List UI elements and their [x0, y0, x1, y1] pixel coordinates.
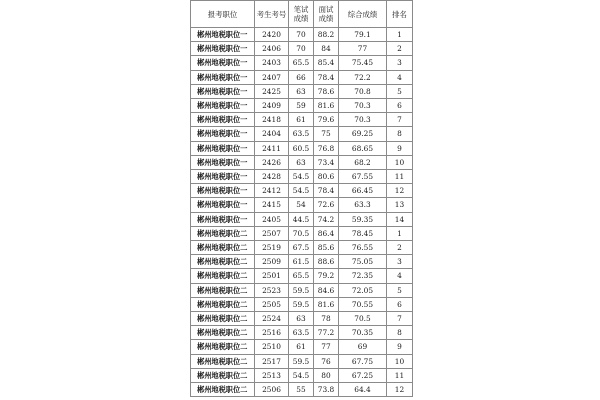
cell-interview-score: 73.8 — [314, 383, 339, 397]
cell-position: 郴州地税职位一 — [191, 56, 255, 70]
cell-total-score: 75.45 — [339, 56, 387, 70]
cell-rank: 13 — [387, 198, 413, 212]
cell-total-score: 59.35 — [339, 212, 387, 226]
cell-written-score: 65.5 — [289, 56, 314, 70]
cell-written-score: 54.5 — [289, 170, 314, 184]
cell-rank: 14 — [387, 212, 413, 226]
cell-exam-id: 2415 — [255, 198, 289, 212]
cell-position: 郴州地税职位二 — [191, 241, 255, 255]
cell-written-score: 67.5 — [289, 241, 314, 255]
table-row — [191, 155, 413, 169]
table-row — [191, 241, 413, 255]
table-row — [191, 198, 413, 212]
header-exam-id: 考生考号 — [255, 1, 289, 28]
cell-total-score: 78.45 — [339, 226, 387, 240]
cell-interview-score: 84.6 — [314, 283, 339, 297]
cell-position: 郴州地税职位一 — [191, 70, 255, 84]
cell-exam-id: 2516 — [255, 326, 289, 340]
cell-written-score: 59 — [289, 99, 314, 113]
cell-total-score: 70.5 — [339, 312, 387, 326]
table-row — [191, 297, 413, 311]
table-row — [191, 99, 413, 113]
cell-exam-id: 2501 — [255, 269, 289, 283]
cell-position: 郴州地税职位一 — [191, 155, 255, 169]
cell-exam-id: 2420 — [255, 28, 289, 42]
cell-total-score: 66.45 — [339, 184, 387, 198]
cell-total-score: 69 — [339, 340, 387, 354]
cell-interview-score: 78 — [314, 312, 339, 326]
cell-interview-score: 86.4 — [314, 226, 339, 240]
cell-rank: 3 — [387, 255, 413, 269]
cell-interview-score: 85.4 — [314, 56, 339, 70]
cell-position: 郴州地税职位一 — [191, 42, 255, 56]
cell-total-score: 70.3 — [339, 99, 387, 113]
cell-written-score: 63 — [289, 155, 314, 169]
cell-position: 郴州地税职位一 — [191, 170, 255, 184]
cell-exam-id: 2505 — [255, 297, 289, 311]
cell-interview-score: 76.8 — [314, 141, 339, 155]
cell-rank: 9 — [387, 340, 413, 354]
cell-written-score: 59.5 — [289, 354, 314, 368]
cell-rank: 3 — [387, 56, 413, 70]
cell-total-score: 76.55 — [339, 241, 387, 255]
header-interview-score: 面试 成绩 — [314, 1, 339, 28]
cell-rank: 10 — [387, 155, 413, 169]
cell-exam-id: 2509 — [255, 255, 289, 269]
cell-position: 郴州地税职位一 — [191, 84, 255, 98]
cell-position: 郴州地税职位一 — [191, 127, 255, 141]
cell-written-score: 54 — [289, 198, 314, 212]
table-row — [191, 113, 413, 127]
cell-exam-id: 2409 — [255, 99, 289, 113]
table-row — [191, 28, 413, 42]
table-row — [191, 269, 413, 283]
cell-position: 郴州地税职位二 — [191, 340, 255, 354]
cell-written-score: 63.5 — [289, 127, 314, 141]
header-total-score: 综合成绩 — [339, 1, 387, 28]
cell-written-score: 61 — [289, 340, 314, 354]
cell-exam-id: 2506 — [255, 383, 289, 397]
cell-interview-score: 88.2 — [314, 28, 339, 42]
cell-position: 郴州地税职位一 — [191, 141, 255, 155]
cell-interview-score: 80.6 — [314, 170, 339, 184]
cell-position: 郴州地税职位二 — [191, 312, 255, 326]
table-row — [191, 212, 413, 226]
cell-position: 郴州地税职位二 — [191, 283, 255, 297]
cell-interview-score: 79.2 — [314, 269, 339, 283]
cell-interview-score: 72.6 — [314, 198, 339, 212]
cell-exam-id: 2404 — [255, 127, 289, 141]
cell-rank: 8 — [387, 127, 413, 141]
cell-total-score: 77 — [339, 42, 387, 56]
cell-total-score: 67.55 — [339, 170, 387, 184]
table-row — [191, 84, 413, 98]
cell-interview-score: 88.6 — [314, 255, 339, 269]
table-body — [191, 28, 413, 397]
table-row — [191, 170, 413, 184]
cell-written-score: 59.5 — [289, 297, 314, 311]
cell-interview-score: 74.2 — [314, 212, 339, 226]
cell-total-score: 68.65 — [339, 141, 387, 155]
cell-exam-id: 2406 — [255, 42, 289, 56]
table-row — [191, 56, 413, 70]
header-rank: 排名 — [387, 1, 413, 28]
cell-rank: 4 — [387, 70, 413, 84]
cell-written-score: 60.5 — [289, 141, 314, 155]
cell-interview-score: 80 — [314, 368, 339, 382]
cell-exam-id: 2418 — [255, 113, 289, 127]
cell-rank: 7 — [387, 312, 413, 326]
cell-written-score: 55 — [289, 383, 314, 397]
cell-exam-id: 2407 — [255, 70, 289, 84]
cell-exam-id: 2425 — [255, 84, 289, 98]
cell-position: 郴州地税职位一 — [191, 99, 255, 113]
cell-total-score: 70.55 — [339, 297, 387, 311]
cell-rank: 1 — [387, 28, 413, 42]
cell-exam-id: 2513 — [255, 368, 289, 382]
cell-rank: 5 — [387, 283, 413, 297]
cell-written-score: 44.5 — [289, 212, 314, 226]
cell-written-score: 63 — [289, 84, 314, 98]
cell-exam-id: 2426 — [255, 155, 289, 169]
table-row — [191, 42, 413, 56]
cell-interview-score: 81.6 — [314, 297, 339, 311]
cell-written-score: 65.5 — [289, 269, 314, 283]
cell-total-score: 72.05 — [339, 283, 387, 297]
cell-written-score: 59.5 — [289, 283, 314, 297]
cell-position: 郴州地税职位二 — [191, 383, 255, 397]
cell-position: 郴州地税职位一 — [191, 198, 255, 212]
cell-rank: 6 — [387, 99, 413, 113]
cell-exam-id: 2411 — [255, 141, 289, 155]
cell-rank: 2 — [387, 42, 413, 56]
cell-position: 郴州地税职位二 — [191, 297, 255, 311]
cell-position: 郴州地税职位二 — [191, 255, 255, 269]
cell-rank: 11 — [387, 368, 413, 382]
cell-total-score: 68.2 — [339, 155, 387, 169]
cell-rank: 1 — [387, 226, 413, 240]
table-row — [191, 70, 413, 84]
table-row — [191, 127, 413, 141]
cell-interview-score: 78.4 — [314, 184, 339, 198]
cell-rank: 12 — [387, 184, 413, 198]
table-row — [191, 283, 413, 297]
cell-interview-score: 77.2 — [314, 326, 339, 340]
cell-total-score: 79.1 — [339, 28, 387, 42]
cell-rank: 10 — [387, 354, 413, 368]
header-written-score: 笔试 成绩 — [289, 1, 314, 28]
cell-interview-score: 78.4 — [314, 70, 339, 84]
header-row — [191, 1, 413, 28]
table-row — [191, 368, 413, 382]
cell-position: 郴州地税职位一 — [191, 212, 255, 226]
cell-total-score: 69.25 — [339, 127, 387, 141]
cell-rank: 2 — [387, 241, 413, 255]
table-header — [191, 1, 413, 28]
cell-written-score: 63 — [289, 312, 314, 326]
cell-exam-id: 2517 — [255, 354, 289, 368]
cell-interview-score: 73.4 — [314, 155, 339, 169]
cell-interview-score: 78.6 — [314, 84, 339, 98]
cell-exam-id: 2510 — [255, 340, 289, 354]
cell-position: 郴州地税职位二 — [191, 269, 255, 283]
table-row — [191, 340, 413, 354]
cell-total-score: 64.4 — [339, 383, 387, 397]
table-row — [191, 383, 413, 397]
cell-interview-score: 84 — [314, 42, 339, 56]
cell-total-score: 67.75 — [339, 354, 387, 368]
cell-total-score: 70.35 — [339, 326, 387, 340]
cell-position: 郴州地税职位二 — [191, 368, 255, 382]
cell-rank: 7 — [387, 113, 413, 127]
cell-rank: 6 — [387, 297, 413, 311]
cell-interview-score: 85.6 — [314, 241, 339, 255]
cell-total-score: 72.2 — [339, 70, 387, 84]
table-row — [191, 184, 413, 198]
cell-position: 郴州地税职位二 — [191, 354, 255, 368]
cell-total-score: 72.35 — [339, 269, 387, 283]
cell-exam-id: 2523 — [255, 283, 289, 297]
header-position: 报考职位 — [191, 1, 255, 28]
cell-exam-id: 2412 — [255, 184, 289, 198]
table-row — [191, 326, 413, 340]
cell-total-score: 75.05 — [339, 255, 387, 269]
table-row — [191, 141, 413, 155]
table-row — [191, 354, 413, 368]
cell-rank: 8 — [387, 326, 413, 340]
cell-rank: 12 — [387, 383, 413, 397]
cell-total-score: 67.25 — [339, 368, 387, 382]
cell-written-score: 54.5 — [289, 368, 314, 382]
cell-written-score: 61 — [289, 113, 314, 127]
score-table — [190, 0, 413, 397]
cell-position: 郴州地税职位二 — [191, 226, 255, 240]
cell-written-score: 54.5 — [289, 184, 314, 198]
cell-interview-score: 77 — [314, 340, 339, 354]
cell-position: 郴州地税职位一 — [191, 28, 255, 42]
cell-written-score: 70.5 — [289, 226, 314, 240]
cell-written-score: 61.5 — [289, 255, 314, 269]
cell-exam-id: 2524 — [255, 312, 289, 326]
cell-position: 郴州地税职位一 — [191, 113, 255, 127]
cell-interview-score: 76 — [314, 354, 339, 368]
cell-written-score: 66 — [289, 70, 314, 84]
cell-total-score: 70.3 — [339, 113, 387, 127]
cell-rank: 5 — [387, 84, 413, 98]
cell-written-score: 63.5 — [289, 326, 314, 340]
cell-rank: 9 — [387, 141, 413, 155]
cell-position: 郴州地税职位二 — [191, 326, 255, 340]
cell-interview-score: 79.6 — [314, 113, 339, 127]
cell-position: 郴州地税职位一 — [191, 184, 255, 198]
cell-rank: 4 — [387, 269, 413, 283]
cell-interview-score: 81.6 — [314, 99, 339, 113]
cell-written-score: 70 — [289, 42, 314, 56]
cell-total-score: 70.8 — [339, 84, 387, 98]
table-row — [191, 255, 413, 269]
cell-written-score: 70 — [289, 28, 314, 42]
cell-exam-id: 2507 — [255, 226, 289, 240]
cell-exam-id: 2519 — [255, 241, 289, 255]
table-row — [191, 226, 413, 240]
cell-exam-id: 2403 — [255, 56, 289, 70]
cell-exam-id: 2428 — [255, 170, 289, 184]
table-row — [191, 312, 413, 326]
cell-rank: 11 — [387, 170, 413, 184]
cell-exam-id: 2405 — [255, 212, 289, 226]
cell-total-score: 63.3 — [339, 198, 387, 212]
cell-interview-score: 75 — [314, 127, 339, 141]
